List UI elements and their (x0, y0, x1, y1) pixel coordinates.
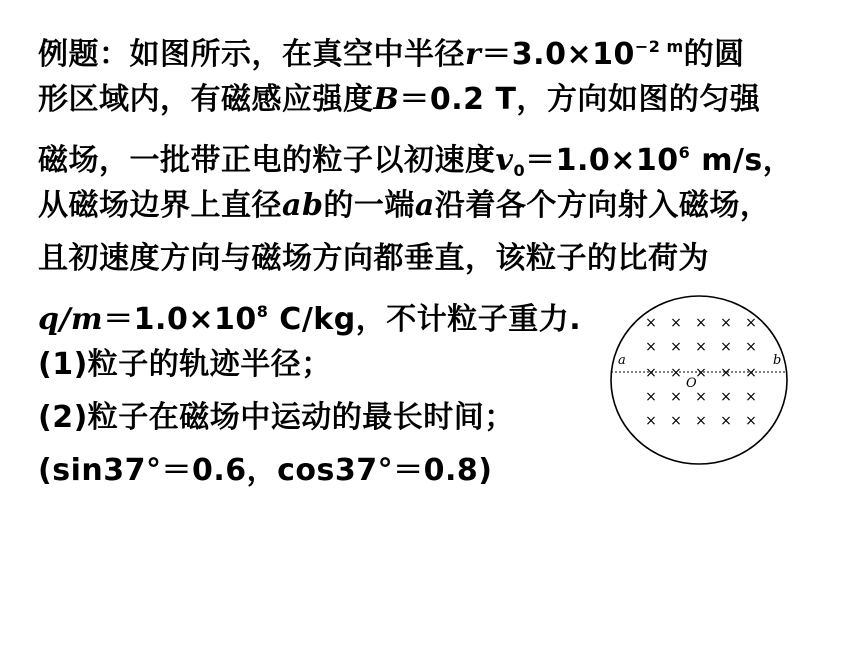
field-cross-icon: × (670, 315, 682, 331)
field-cross-icon: × (745, 413, 757, 429)
text-segment: ＝1.0×10 (525, 143, 679, 178)
problem-line-5 (38, 232, 838, 285)
diameter-symbol: ab (282, 188, 324, 223)
text-segment: 形区域内，有磁感应强度 (38, 82, 374, 117)
field-cross-icon: × (720, 315, 732, 331)
problem-line-1 (38, 20, 838, 73)
text-segment: ＝3.0×10 (481, 37, 635, 72)
charge-mass-symbol: q/m (38, 302, 104, 337)
field-cross-icon: × (695, 413, 707, 429)
field-cross-icon: × (720, 389, 732, 405)
field-cross-icon: × (645, 339, 657, 355)
field-cross-icon: × (720, 413, 732, 429)
field-cross-icon: × (670, 389, 682, 405)
field-cross-icon: × (645, 389, 657, 405)
text-segment: m/s， (690, 143, 794, 178)
text-segment: 例题：如图所示，在真空中半径 (38, 37, 465, 72)
field-symbol: B (373, 82, 400, 117)
field-cross-icon: × (695, 315, 707, 331)
magnetic-field-figure (606, 292, 792, 468)
text-segment: 磁场，一批带正电的粒子以初速度 (38, 143, 496, 178)
field-cross-icon: × (745, 315, 757, 331)
field-cross-icon: × (695, 339, 707, 355)
text-segment: ＝1.0×10 (103, 302, 257, 337)
field-cross-icon: × (745, 339, 757, 355)
field-cross-icon: × (695, 389, 707, 405)
text-segment: 且初速度方向与磁场方向都垂直，该粒子的比荷为 (38, 241, 709, 276)
problem-line-3 (38, 126, 838, 179)
trig-hint: (sin37°＝0.6，cos37°＝0.8) (38, 453, 493, 488)
text-segment: 沿着各个方向射入磁场， (434, 188, 771, 223)
text-segment: C/kg，不计粒子重力. (268, 302, 582, 337)
field-cross-icon: × (645, 413, 657, 429)
field-cross-icon: × (720, 365, 732, 381)
unit: m (660, 37, 684, 56)
field-diagram (606, 292, 792, 468)
field-cross-icon: × (745, 389, 757, 405)
problem-line-4 (38, 179, 838, 232)
exponent: 6 (678, 143, 691, 162)
text-segment: 的圆 (683, 37, 745, 72)
exponent: 8 (256, 302, 269, 321)
problem-line-2 (38, 73, 838, 126)
text-segment: ＝0.2 T，方向如图的匀强 (399, 82, 761, 117)
field-cross-icon: × (695, 365, 707, 381)
exponent: −2 (634, 37, 661, 56)
field-cross-icon: × (670, 365, 682, 381)
question-1: (1)粒子的轨迹半径； (38, 347, 332, 382)
velocity-symbol: v (495, 143, 514, 178)
label-o: O (686, 376, 697, 391)
field-cross-icon: × (720, 339, 732, 355)
field-cross-icon: × (745, 365, 757, 381)
label-b: b (773, 353, 782, 368)
field-cross-icon: × (670, 339, 682, 355)
text-segment: 的一端 (323, 188, 415, 223)
subscript: 0 (513, 161, 526, 180)
field-cross-icon: × (645, 365, 657, 381)
radius-symbol: r (465, 37, 482, 72)
field-cross-icon: × (645, 315, 657, 331)
point-symbol: a (414, 188, 435, 223)
question-2: (2)粒子在磁场中运动的最长时间； (38, 400, 515, 435)
text-segment: 从磁场边界上直径 (38, 188, 282, 223)
label-a: a (618, 353, 626, 368)
field-cross-icon: × (670, 413, 682, 429)
